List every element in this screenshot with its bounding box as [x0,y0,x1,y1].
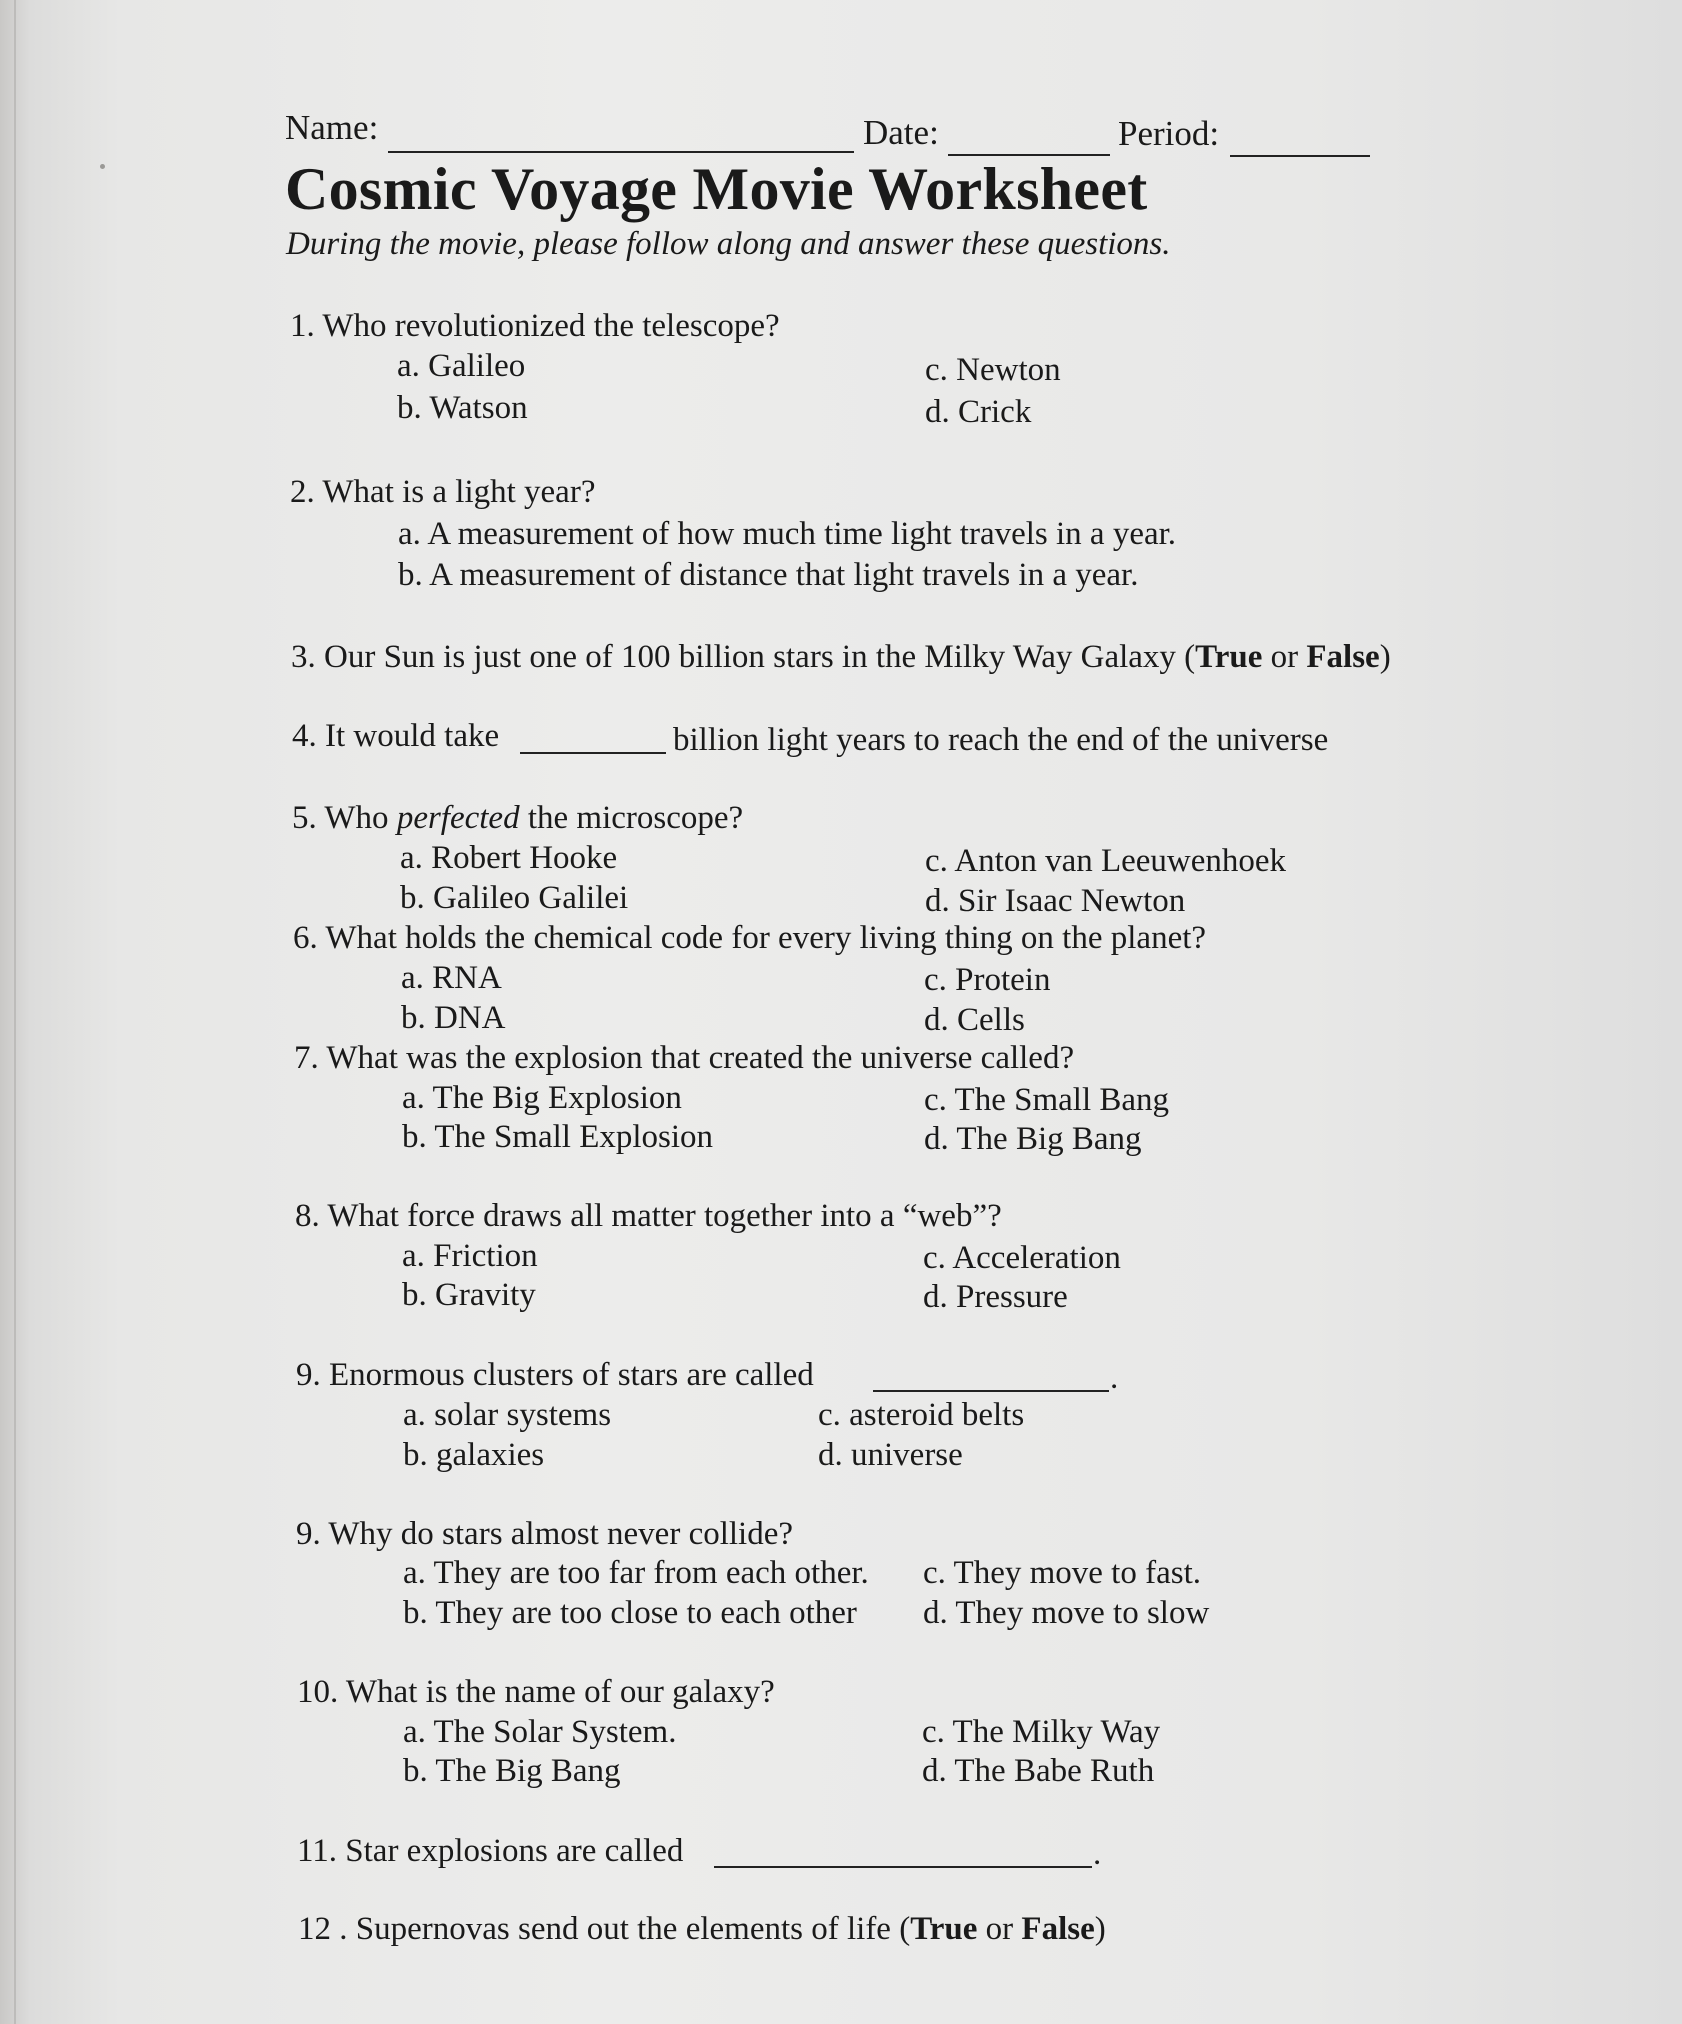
question-8: 8. What force draws all matter together into a “web”? [295,1198,1002,1234]
question-9b: 9. Why do stars almost never collide? [296,1516,794,1552]
option-10c[interactable]: c. The Milky Way [922,1714,1161,1750]
question-4-blank[interactable] [520,752,666,754]
option-8c[interactable]: c. Acceleration [923,1240,1121,1276]
question-7: 7. What was the explosion that created the universe called? [294,1040,1075,1076]
option-9a-a[interactable]: a. solar systems [403,1397,612,1433]
question-11-blank[interactable] [714,1866,1092,1868]
name-blank[interactable] [388,151,854,153]
question-2: 2. What is a light year? [290,474,596,510]
option-6a[interactable]: a. RNA [401,960,502,996]
period-blank[interactable] [1230,155,1370,157]
option-1a[interactable]: a. Galileo [397,348,526,384]
option-6d[interactable]: d. Cells [924,1002,1025,1038]
question-6: 6. What holds the chemical code for every living thing on the planet? [293,920,1207,956]
true-choice[interactable]: True [1195,639,1263,675]
punch-hole-mark [100,164,105,169]
option-8b[interactable]: b. Gravity [402,1277,536,1313]
or-word-12: or [977,1911,1022,1947]
true-choice-12[interactable]: True [910,1911,978,1947]
option-7c[interactable]: c. The Small Bang [924,1082,1170,1118]
option-5c[interactable]: c. Anton van Leeuwenhoek [925,843,1287,879]
option-7b[interactable]: b. The Small Explosion [402,1119,714,1155]
question-11-period: . [1093,1836,1102,1872]
name-label: Name: [285,108,379,147]
option-6c[interactable]: c. Protein [924,962,1051,998]
question-11: 11. Star explosions are called [297,1833,684,1869]
option-1c[interactable]: c. Newton [925,352,1061,388]
option-9a-c[interactable]: c. asteroid belts [818,1397,1025,1433]
question-5-emphasis: perfected [396,800,520,836]
option-9a-d[interactable]: d. universe [818,1437,963,1473]
option-8d[interactable]: d. Pressure [923,1279,1068,1315]
option-10a[interactable]: a. The Solar System. [403,1714,677,1750]
option-1d[interactable]: d. Crick [925,394,1032,430]
option-9b-d[interactable]: d. They move to slow [923,1595,1210,1631]
question-12-text: 12 . Supernovas send out the elements of life ( [298,1911,911,1947]
question-3 [291,639,1391,676]
date-label: Date: [863,113,939,152]
option-7d[interactable]: d. The Big Bang [924,1121,1142,1157]
option-5a[interactable]: a. Robert Hooke [400,840,618,876]
option-9b-c[interactable]: c. They move to fast. [923,1555,1201,1591]
question-1: 1. Who revolutionized the telescope? [290,308,780,344]
option-6b[interactable]: b. DNA [401,1000,506,1036]
option-10b[interactable]: b. The Big Bang [403,1753,621,1789]
option-8a[interactable]: a. Friction [402,1238,538,1274]
close-paren: ) [1379,639,1391,675]
option-2b[interactable]: b. A measurement of distance that light travels in a year. [398,557,1139,593]
question-10: 10. What is the name of our galaxy? [297,1674,775,1710]
question-5-end: the microscope? [519,800,744,836]
worksheet-title: Cosmic Voyage Movie Worksheet [285,156,1148,222]
option-5b[interactable]: b. Galileo Galilei [400,880,629,916]
question-9a-period: . [1110,1360,1119,1396]
question-9a: 9. Enormous clusters of stars are called [296,1357,814,1393]
false-choice-12[interactable]: False [1021,1911,1095,1947]
close-paren-12: ) [1094,1911,1106,1947]
question-4-start: 4. It would take [292,718,500,754]
option-9a-b[interactable]: b. galaxies [403,1437,545,1473]
question-4-end: billion light years to reach the end of the universe [673,722,1329,758]
option-1b[interactable]: b. Watson [397,390,528,426]
period-label: Period: [1118,114,1220,153]
option-9b-b[interactable]: b. They are too close to each other [403,1595,857,1631]
question-5 [292,800,743,837]
option-10d[interactable]: d. The Babe Ruth [922,1753,1155,1789]
worksheet-subtitle: During the movie, please follow along and answer these questions. [286,226,1171,262]
or-word: or [1262,639,1307,675]
option-2a[interactable]: a. A measurement of how much time light travels in a year. [398,516,1177,552]
option-5d[interactable]: d. Sir Isaac Newton [925,883,1186,919]
option-7a[interactable]: a. The Big Explosion [402,1080,682,1116]
false-choice[interactable]: False [1306,639,1380,675]
question-9a-blank[interactable] [873,1390,1109,1392]
question-12 [298,1911,1106,1948]
question-3-text: 3. Our Sun is just one of 100 billion stars in the Milky Way Galaxy ( [291,639,1196,675]
option-9b-a[interactable]: a. They are too far from each other. [403,1555,869,1591]
question-5-start: 5. Who [292,800,397,836]
